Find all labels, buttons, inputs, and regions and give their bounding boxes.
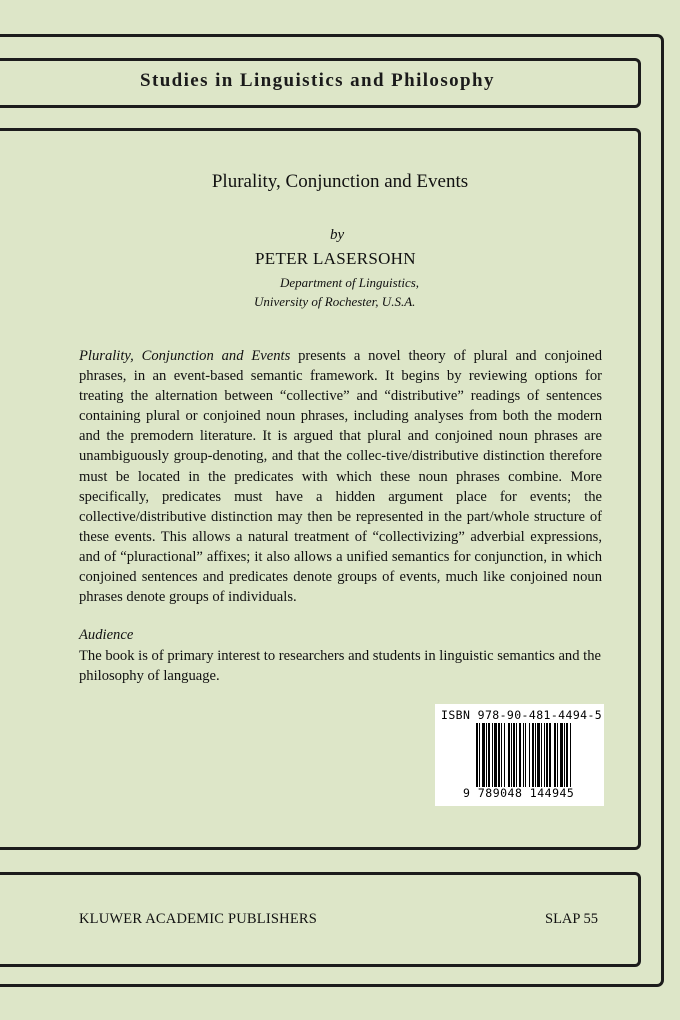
series-code: SLAP 55 [545,911,599,927]
publisher-name: KLUWER ACADEMIC PUBLISHERS [79,911,318,927]
by-line: by [330,227,345,243]
barcode-bar [554,723,556,787]
barcode-bar [511,723,512,787]
author-affiliation-university: University of Rochester, U.S.A. [254,294,416,309]
barcode-number: 9 789048 144945 [463,786,575,800]
barcode-bar [570,723,571,787]
barcode-bar [549,723,551,787]
author-name: PETER LASERSOHN [255,249,416,268]
barcode-bar [532,723,534,787]
barcode-bar [544,723,545,787]
barcode-bar [525,723,526,787]
barcode-bar [560,723,563,787]
barcode-bar [501,723,502,787]
barcode-bar [494,723,497,787]
audience-text: The book is of primary interest to researchers and students in linguistic semantics and the philosophy of language. [79,648,601,685]
barcode-bar [492,723,493,787]
barcode-bar [557,723,558,787]
barcode-bar [523,723,524,787]
barcode-bar [476,723,478,787]
barcode-bar [488,723,490,787]
description-lead-title: Plurality, Conjunction and Events [79,348,291,364]
barcode-bar [564,723,565,787]
book-description [79,346,602,607]
book-title: Plurality, Conjunction and Events [211,171,469,192]
isbn-label: ISBN 978-90-481-4494-5 [441,708,603,722]
barcode-bar [529,723,530,787]
barcode-bar [479,723,480,787]
barcode-bar [516,723,517,787]
barcode-bar [566,723,568,787]
author-affiliation-department: Department of Linguistics, [280,275,420,290]
barcode-bar [486,723,487,787]
barcode-bar [541,723,542,787]
barcode-bar [535,723,536,787]
audience-heading: Audience [79,627,134,643]
barcode-bar [504,723,505,787]
series-title: Studies in Linguistics and Philosophy [140,70,495,91]
barcode-bars [476,723,572,787]
isbn-barcode [435,704,604,806]
barcode-bar [482,723,485,787]
barcode-bar [498,723,500,787]
barcode-bar [513,723,515,787]
barcode-bar [519,723,521,787]
barcode-bar [537,723,540,787]
barcode-bar [546,723,548,787]
barcode-bar [508,723,510,787]
description-body: presents a novel theory of plural and conjoined phrases, in an event-based semantic framework. It begins by reviewing options for treating the alternation between “collective” and “distributive” readings of sentences containing plural or conjoined noun phrases, including analyses from both the modern and the premodern literature. It is argued that plural and conjoined noun phrases are unambiguously group-denoting, and that the collec-tive/distributive distinction therefore must be located in the predicates with which these noun phrases combine. More specifically, predicates must have a hidden argument place for events; the collective/distributive distinction may then be represented in the part/whole structure of these events. This allows a natural treatment of “collectivizing” adverbial expressions, and of “pluractional” affixes; it also allows a unified semantics for conjunction, in which conjoined sentences and predicates denote groups of events, much like conjoined noun phrases denote groups of individuals. [79,348,602,606]
